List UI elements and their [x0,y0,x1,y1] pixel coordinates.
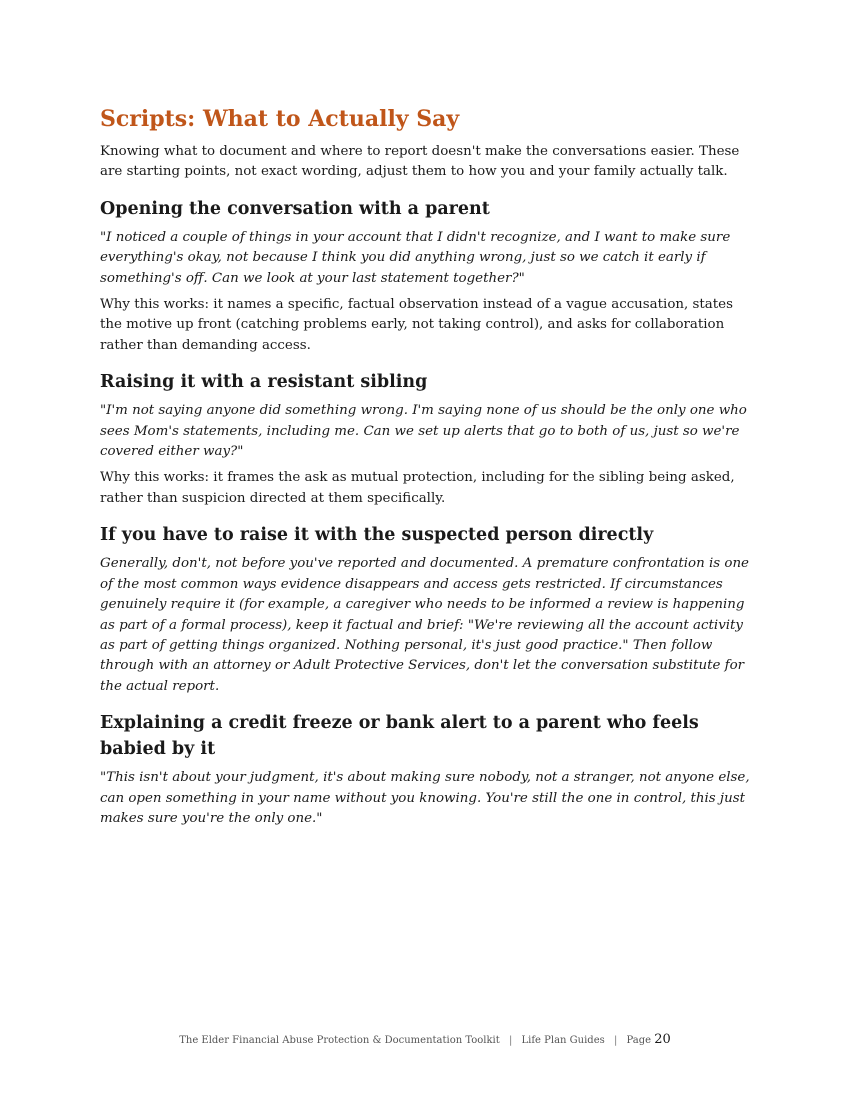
footer-page-number: 20 [654,1032,671,1047]
footer-series: Life Plan Guides [521,1035,605,1046]
footer-separator: | [613,1035,618,1046]
script-quote: "I noticed a couple of things in your account that I didn't recognize, and I want to make sure everything's okay, not because I think you did anything wrong, just so we catch it early if something's off. Can we look at your last statement together?" [100,229,731,286]
why-this-works: Why this works: it frames the ask as mutual protection, including for the sibling being asked, rather than suspicion directed at them specifically. [100,470,735,506]
script-quote: "This isn't about your judgment, it's about making sure nobody, not a stranger, not anyone else, can open something in your name without you knowing. You're still the one in control, this just makes sure you're the only one." [100,770,750,826]
section-heading: Opening the conversation with a parent [100,198,490,219]
page-content [100,104,752,835]
section-heading: Raising it with a resistant sibling [100,372,428,393]
footer-doc-title: The Elder Financial Abuse Protection & Documentation Toolkit [179,1035,500,1046]
intro-paragraph: Knowing what to document and where to report doesn't make the conversations easier. These are starting points, not exact wording, adjust them to how you and your family actually talk. [100,144,740,180]
why-this-works: Why this works: it names a specific, factual observation instead of a vague accusation, states the motive up front (catching problems early, not taking control), and asks for collaboration rather than demanding access. [100,297,733,353]
section-suspected-person [100,522,752,697]
section-opening-parent [100,196,752,356]
section-credit-freeze [100,710,752,829]
script-quote: "I'm not saying anyone did something wrong. I'm saying none of us should be the only one who sees Mom's statements, including me. Can we set up alerts that go to both of us, just so we're covered either way?" [100,403,747,460]
section-heading: If you have to raise it with the suspected person directly [100,525,654,546]
section-resistant-sibling [100,369,752,509]
section-heading: Explaining a credit freeze or bank alert to a parent who feels babied by it [100,713,699,760]
script-quote: Generally, don't, not before you've reported and documented. A premature confrontation is one of the most common ways evidence disappears and access gets restricted. If circumstances genuinely require it (for example, a caregiver who needs to be informed a review is happening as part of a formal process), keep it factual and brief: "We're reviewing all the account activity as part of getting things organized. Nothing personal, it's just good practice." Then follow through with an attorney or Adult Protective Services, don't let the conversation substitute for the actual report. [100,556,749,694]
footer-separator: | [508,1035,513,1046]
page-title: Scripts: What to Actually Say [100,106,460,132]
page-footer [0,1032,850,1047]
footer-page-label: Page [626,1035,652,1046]
